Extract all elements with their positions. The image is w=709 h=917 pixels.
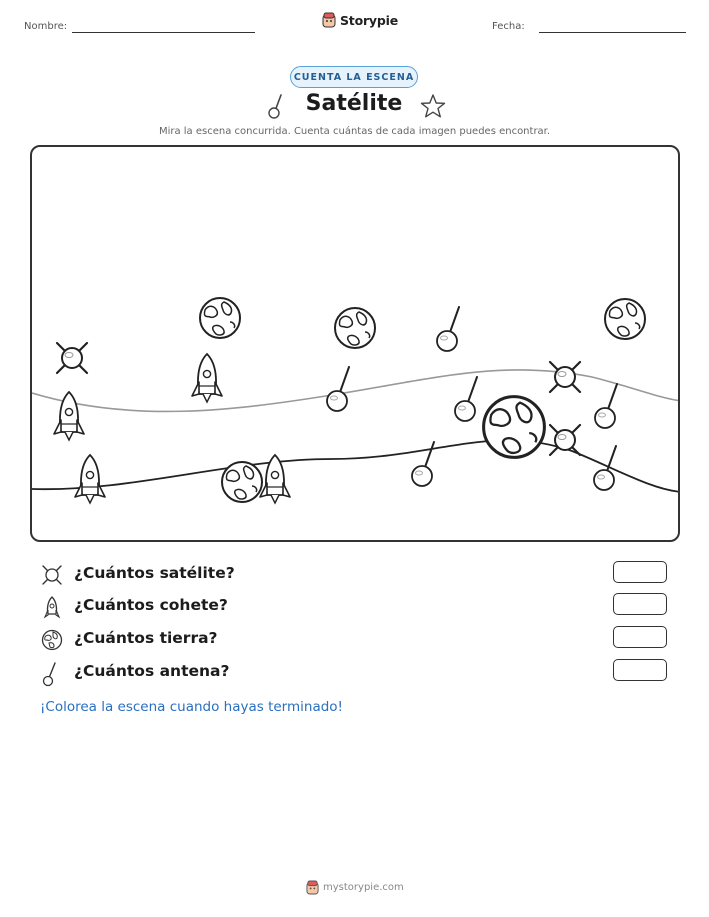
rocket-icon bbox=[75, 455, 105, 503]
question-row-antenna bbox=[40, 659, 670, 685]
name-label: Nombre: bbox=[24, 21, 68, 32]
earth-icon bbox=[222, 462, 262, 502]
rocket-icon bbox=[40, 595, 64, 621]
date-label: Fecha: bbox=[492, 21, 525, 32]
earth-icon bbox=[40, 628, 64, 652]
lower-wave-line bbox=[32, 440, 680, 492]
question-text: ¿Cuántos antena? bbox=[74, 662, 230, 680]
page-title: Satélite bbox=[305, 91, 403, 116]
footer bbox=[306, 880, 404, 895]
star-icon bbox=[419, 93, 447, 119]
answer-box-satellite[interactable] bbox=[613, 561, 667, 583]
activity-badge: CUENTA LA ESCENA bbox=[290, 66, 418, 88]
count-scene bbox=[30, 145, 680, 542]
satellite-icon bbox=[57, 343, 87, 373]
antenna-icon bbox=[327, 367, 349, 411]
scene-illustration bbox=[32, 147, 680, 542]
question-row-earth bbox=[40, 626, 670, 652]
logo-text: Storypie bbox=[340, 12, 398, 28]
storypie-mascot-icon bbox=[306, 880, 319, 895]
antenna-icon bbox=[412, 442, 434, 486]
question-text: ¿Cuántos tierra? bbox=[74, 629, 218, 647]
earth-icon bbox=[484, 397, 545, 458]
earth-icon bbox=[335, 308, 375, 348]
answer-box-antenna[interactable] bbox=[613, 659, 667, 681]
answer-box-rocket[interactable] bbox=[613, 593, 667, 615]
storypie-mascot-icon bbox=[322, 12, 336, 28]
antenna-icon bbox=[595, 384, 617, 428]
rocket-icon bbox=[192, 354, 222, 402]
antenna-icon bbox=[437, 307, 459, 351]
name-field[interactable] bbox=[72, 32, 255, 33]
answer-box-earth[interactable] bbox=[613, 626, 667, 648]
earth-icon bbox=[605, 299, 645, 339]
satellite-icon bbox=[40, 563, 64, 587]
antenna-icon bbox=[266, 92, 286, 120]
instructions: Mira la escena concurrida. Cuenta cuántas de cada imagen puedes encontrar. bbox=[158, 126, 551, 137]
date-field[interactable] bbox=[539, 32, 686, 33]
question-text: ¿Cuántos cohete? bbox=[74, 596, 228, 614]
color-instruction: ¡Colorea la escena cuando hayas terminado! bbox=[40, 699, 343, 715]
upper-wave-line bbox=[32, 370, 680, 412]
earth-icon bbox=[200, 298, 240, 338]
storypie-logo bbox=[322, 12, 398, 28]
question-row-satellite bbox=[40, 561, 670, 587]
antenna-icon bbox=[40, 661, 64, 687]
satellite-icon bbox=[550, 362, 580, 392]
question-row-rocket bbox=[40, 593, 670, 619]
question-text: ¿Cuántos satélite? bbox=[74, 564, 235, 582]
rocket-icon bbox=[260, 455, 290, 503]
satellite-icon bbox=[550, 425, 580, 455]
footer-url[interactable]: mystorypie.com bbox=[323, 882, 404, 893]
antenna-icon bbox=[455, 377, 477, 421]
